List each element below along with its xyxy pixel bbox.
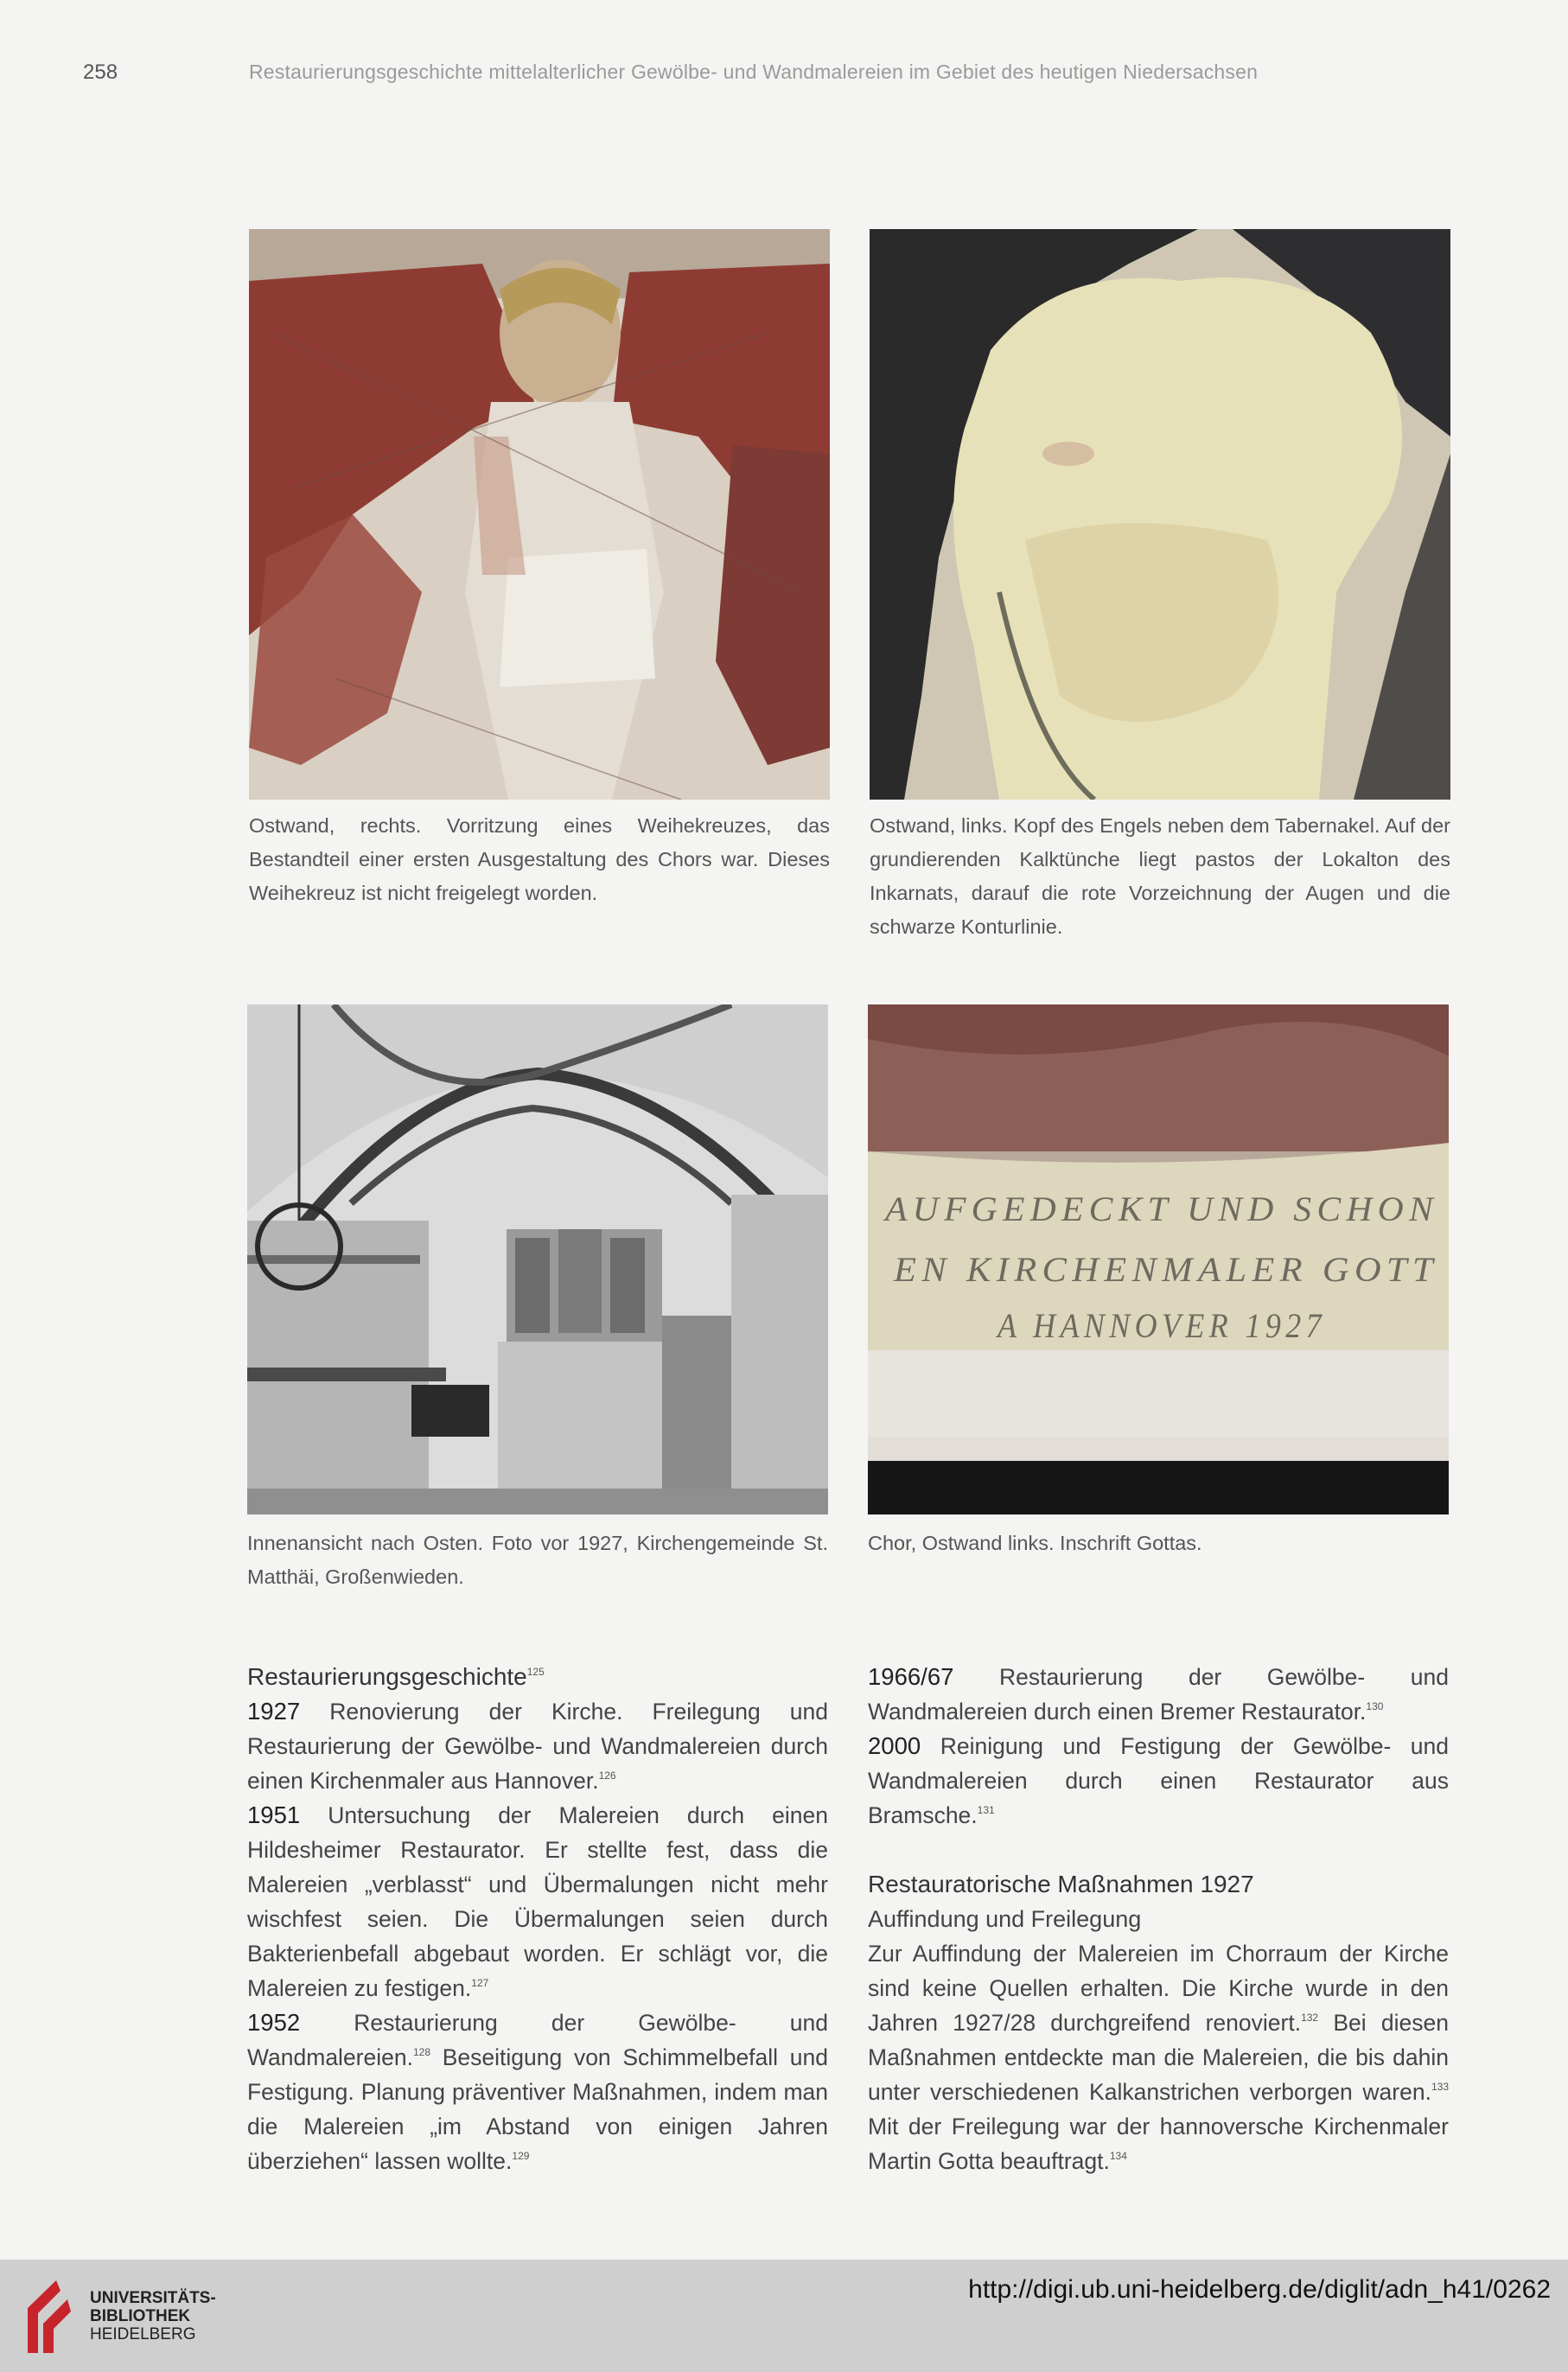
body-paragraph [868,1936,1449,2178]
chronology-entry [247,1798,828,2005]
footnote-ref: 134 [1109,2150,1127,2162]
chronology-entry [247,2005,828,2178]
entry-year: 1966/67 [868,1663,954,1690]
photo-church-interior-icon [247,1004,828,1514]
entry-year: 1952 [247,2009,301,2036]
footnote-ref: 129 [512,2150,530,2162]
figure-caption-angel-head: Ostwand, links. Kopf des Engels neben dem Tabernakel. Auf der grundierenden Kalktünche liegt pastos der Lokalton des Inkarnats, darauf die rote Vorzeichnung der Augen und die schwarze Konturlinie. [870,814,1450,938]
entry-text: Reinigung und Festigung der Gewölbe- und Wandmalereien durch einen Restaurator aus Bramsche. [868,1733,1449,1828]
figure-caption-crucifixion: Ostwand, rechts. Vorritzung eines Weihekreuzes, das Bestandteil einer ersten Ausgestaltung des Chors war. Dieses Weihekreuz ist nicht freigelegt worden. [249,814,830,904]
paragraph-text: Bei diesen Maßnahmen entdeckte man die Malereien, die bis dahin unter verschiedenen Kalkanstrichen verborgen waren. [868,2010,1449,2105]
footnote-ref: 130 [1366,1700,1384,1712]
page-number: 258 [83,61,118,84]
section-heading-massnahmen-1927: Restauratorische Maßnahmen 1927 [868,1871,1254,1897]
footnote-ref: 127 [471,1977,489,1989]
figure-inscription-photo [868,1004,1449,1514]
library-logo-text [90,2289,216,2343]
left-text-column [247,1660,828,2178]
right-text-column [868,1660,1449,2178]
entry-year: 1951 [247,1801,301,1828]
figure-caption-inscription: Chor, Ostwand links. Inschrift Gottas. [868,1532,1202,1554]
figure-crucifixion-photo [249,229,830,800]
section-heading-restaurierungsgeschichte: Restaurierungsgeschichte$^{125}$ [247,1663,545,1690]
subheading-auffindung: Auffindung und Freilegung [868,1906,1142,1932]
figure-angel-head-photo [870,229,1450,800]
entry-year: 2000 [868,1732,921,1759]
source-url-link[interactable]: http://digi.ub.uni-heidelberg.de/diglit/adn_h41/0262 [968,2275,1551,2304]
photo-angel-head-fresco-icon [870,229,1450,800]
chronology-entry [868,1660,1449,1729]
inscription-line-1: AUFGEDECKT UND SCHON [882,1189,1438,1228]
running-title: Restaurierungsgeschichte mittelalterlicher Gewölbe- und Wandmalereien im Gebiet des heutigen Niedersachsen [249,61,1259,83]
footnote-ref: 131 [977,1804,995,1816]
footnote-ref: 132 [1301,2012,1319,2024]
photo-crucifixion-fresco-icon [249,229,830,800]
chronology-entry [868,1729,1449,1833]
entry-text: Beseitigung von Schimmelbefall und Festigung. Planung präventiver Maßnahmen, indem man die Malereien „im Abstand von einigen Jahren überziehen“ lassen wollte. [247,2044,828,2174]
chronology-entry [247,1694,828,1798]
figure-caption-church-interior: Innenansicht nach Osten. Foto vor 1927, Kirchengemeinde St. Matthäi, Großenwieden. [247,1532,828,1588]
entry-text: Untersuchung der Malereien durch einen Hildesheimer Restaurator. Er stellte fest, dass die Malereien „verblasst“ und Übermalungen nicht mehr wischfest seien. Die Übermalungen seien durch Bakterienbefall abgebaut worden. Er schlägt vor, die Malereien zu festigen. [247,1802,828,2001]
paragraph-text: Mit der Freilegung war der hannoversche Kirchenmaler Martin Gotta beauftragt. [868,2114,1449,2174]
entry-text: Restaurierung der Gewölbe- und Wandmalereien. [247,2010,828,2070]
library-logo-icon [17,2273,78,2360]
entry-year: 1927 [247,1698,301,1725]
logo-line: BIBLIOTHEK [90,2307,191,2325]
logo-line: HEIDELBERG [90,2325,196,2343]
photo-inscription-gotta-icon [868,1004,1449,1514]
footnote-ref: 126 [598,1769,616,1782]
footnote-ref: 133 [1431,2081,1449,2093]
footnote-ref: 128 [412,2046,431,2058]
logo-line: UNIVERSITÄTS- [90,2289,216,2307]
entry-text: Renovierung der Kirche. Freilegung und Restaurierung der Gewölbe- und Wandmalereien durch einen Kirchenmaler aus Hannover. [247,1699,828,1794]
entry-text: Restaurierung der Gewölbe- und Wandmalereien durch einen Bremer Restaurator. [868,1664,1449,1725]
paragraph-text: Zur Auffindung der Malereien im Chorraum der Kirche sind keine Quellen erhalten. Die Kirche wurde in den Jahren 1927/28 durchgreifend renoviert. [868,1941,1449,2036]
inscription-line-2: EN KIRCHENMALER GOTT [892,1250,1438,1289]
figure-church-interior-photo [247,1004,828,1514]
inscription-line-3: A HANNOVER 1927 [995,1306,1326,1345]
footnote-ref: 125 [526,1666,545,1678]
